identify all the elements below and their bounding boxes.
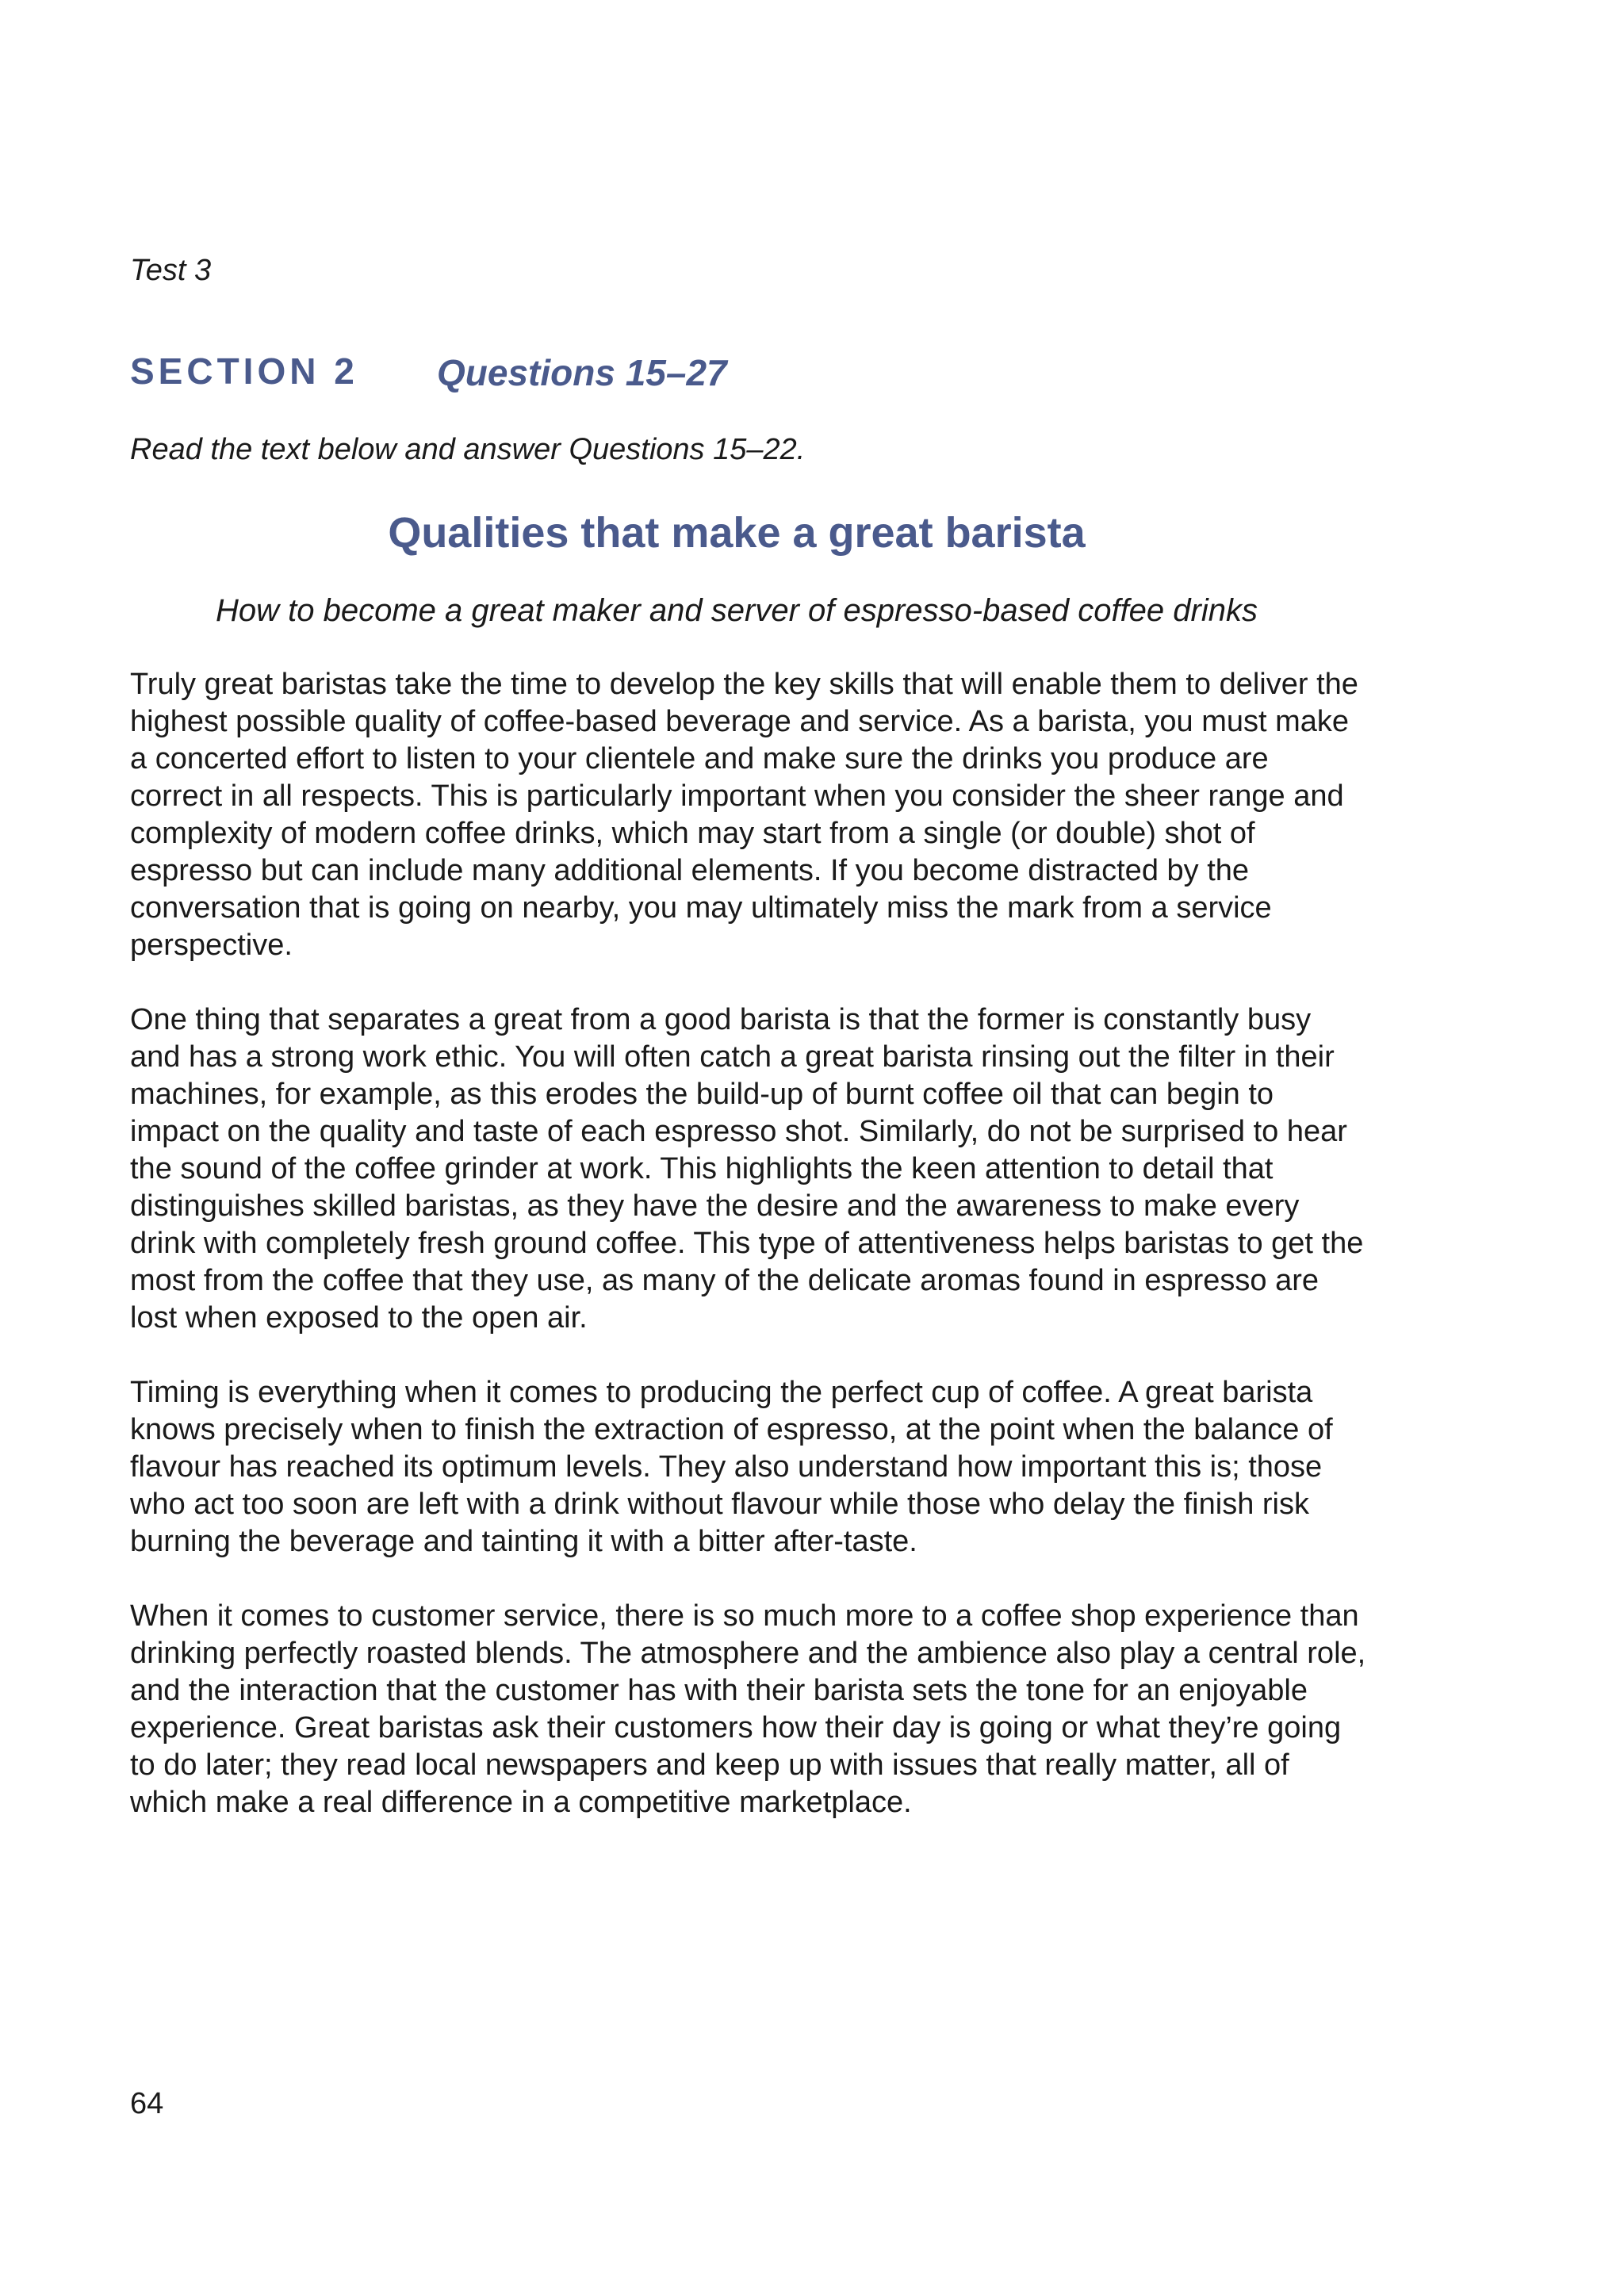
- body-paragraph: Timing is everything when it comes to producing the perfect cup of coffee. A great barista knows precisely when to finish the extraction of espresso, at the point when the balance of flavour has reached its optimum levels. They also understand how important this is; those who act too soon are left with a drink without flavour while those who delay the finish risk burning the beverage and tainting it with a bitter after-taste.: [130, 1376, 1333, 1558]
- page-number: 64: [130, 2087, 164, 2120]
- section-label: SECTION 2: [130, 350, 358, 392]
- instruction-text: Read the text below and answer Questions 15–22.: [130, 433, 806, 466]
- body-paragraph: Truly great baristas take the time to develop the key skills that will enable them to deliver the highest possible quality of coffee-based beverage and service. As a barista, you must make a concerted effort to listen to your clientele and make sure the drinks you produce are correct in all respects. This is particularly important when you consider the sheer range and complexity of modern coffee drinks, which may start from a single (or double) shot of espresso but can include many additional elements. If you become distracted by the conversation that is going on nearby, you may ultimately miss the mark from a service perspective.: [130, 668, 1358, 962]
- body-paragraph: One thing that separates a great from a good barista is that the former is constantly busy and has a strong work ethic. You will often catch a great barista rinsing out the filter in their machines, for example, as this erodes the build-up of burnt coffee oil that can begin to impact on the quality and taste of each espresso shot. Similarly, do not be surprised to hear the sound of the coffee grinder at work. This highlights the keen attention to detail that distinguishes skilled baristas, as they have the desire and the awareness to make every drink with completely fresh ground coffee. This type of attentiveness helps baristas to get the most from the coffee that they use, as many of the delicate aromas found in espresso are lost when exposed to the open air.: [130, 1003, 1364, 1335]
- article-body: [130, 666, 1367, 1859]
- section-questions-range: Questions 15–27: [437, 352, 727, 393]
- article-subtitle: How to become a great maker and server of espresso-based coffee drinks: [216, 593, 1258, 628]
- body-paragraph: When it comes to customer service, there is so much more to a coffee shop experience than drinking perfectly roasted blends. The atmosphere and the ambience also play a central role, and the interaction that the customer has with their barista sets the tone for an enjoyable experience. Great baristas ask their customers how their day is going or what they’re going to do later; they read local newspapers and keep up with issues that really matter, all of which make a real difference in a competitive marketplace.: [130, 1599, 1366, 1819]
- article-title: Qualities that make a great barista: [388, 509, 1086, 557]
- running-head: Test 3: [130, 254, 212, 287]
